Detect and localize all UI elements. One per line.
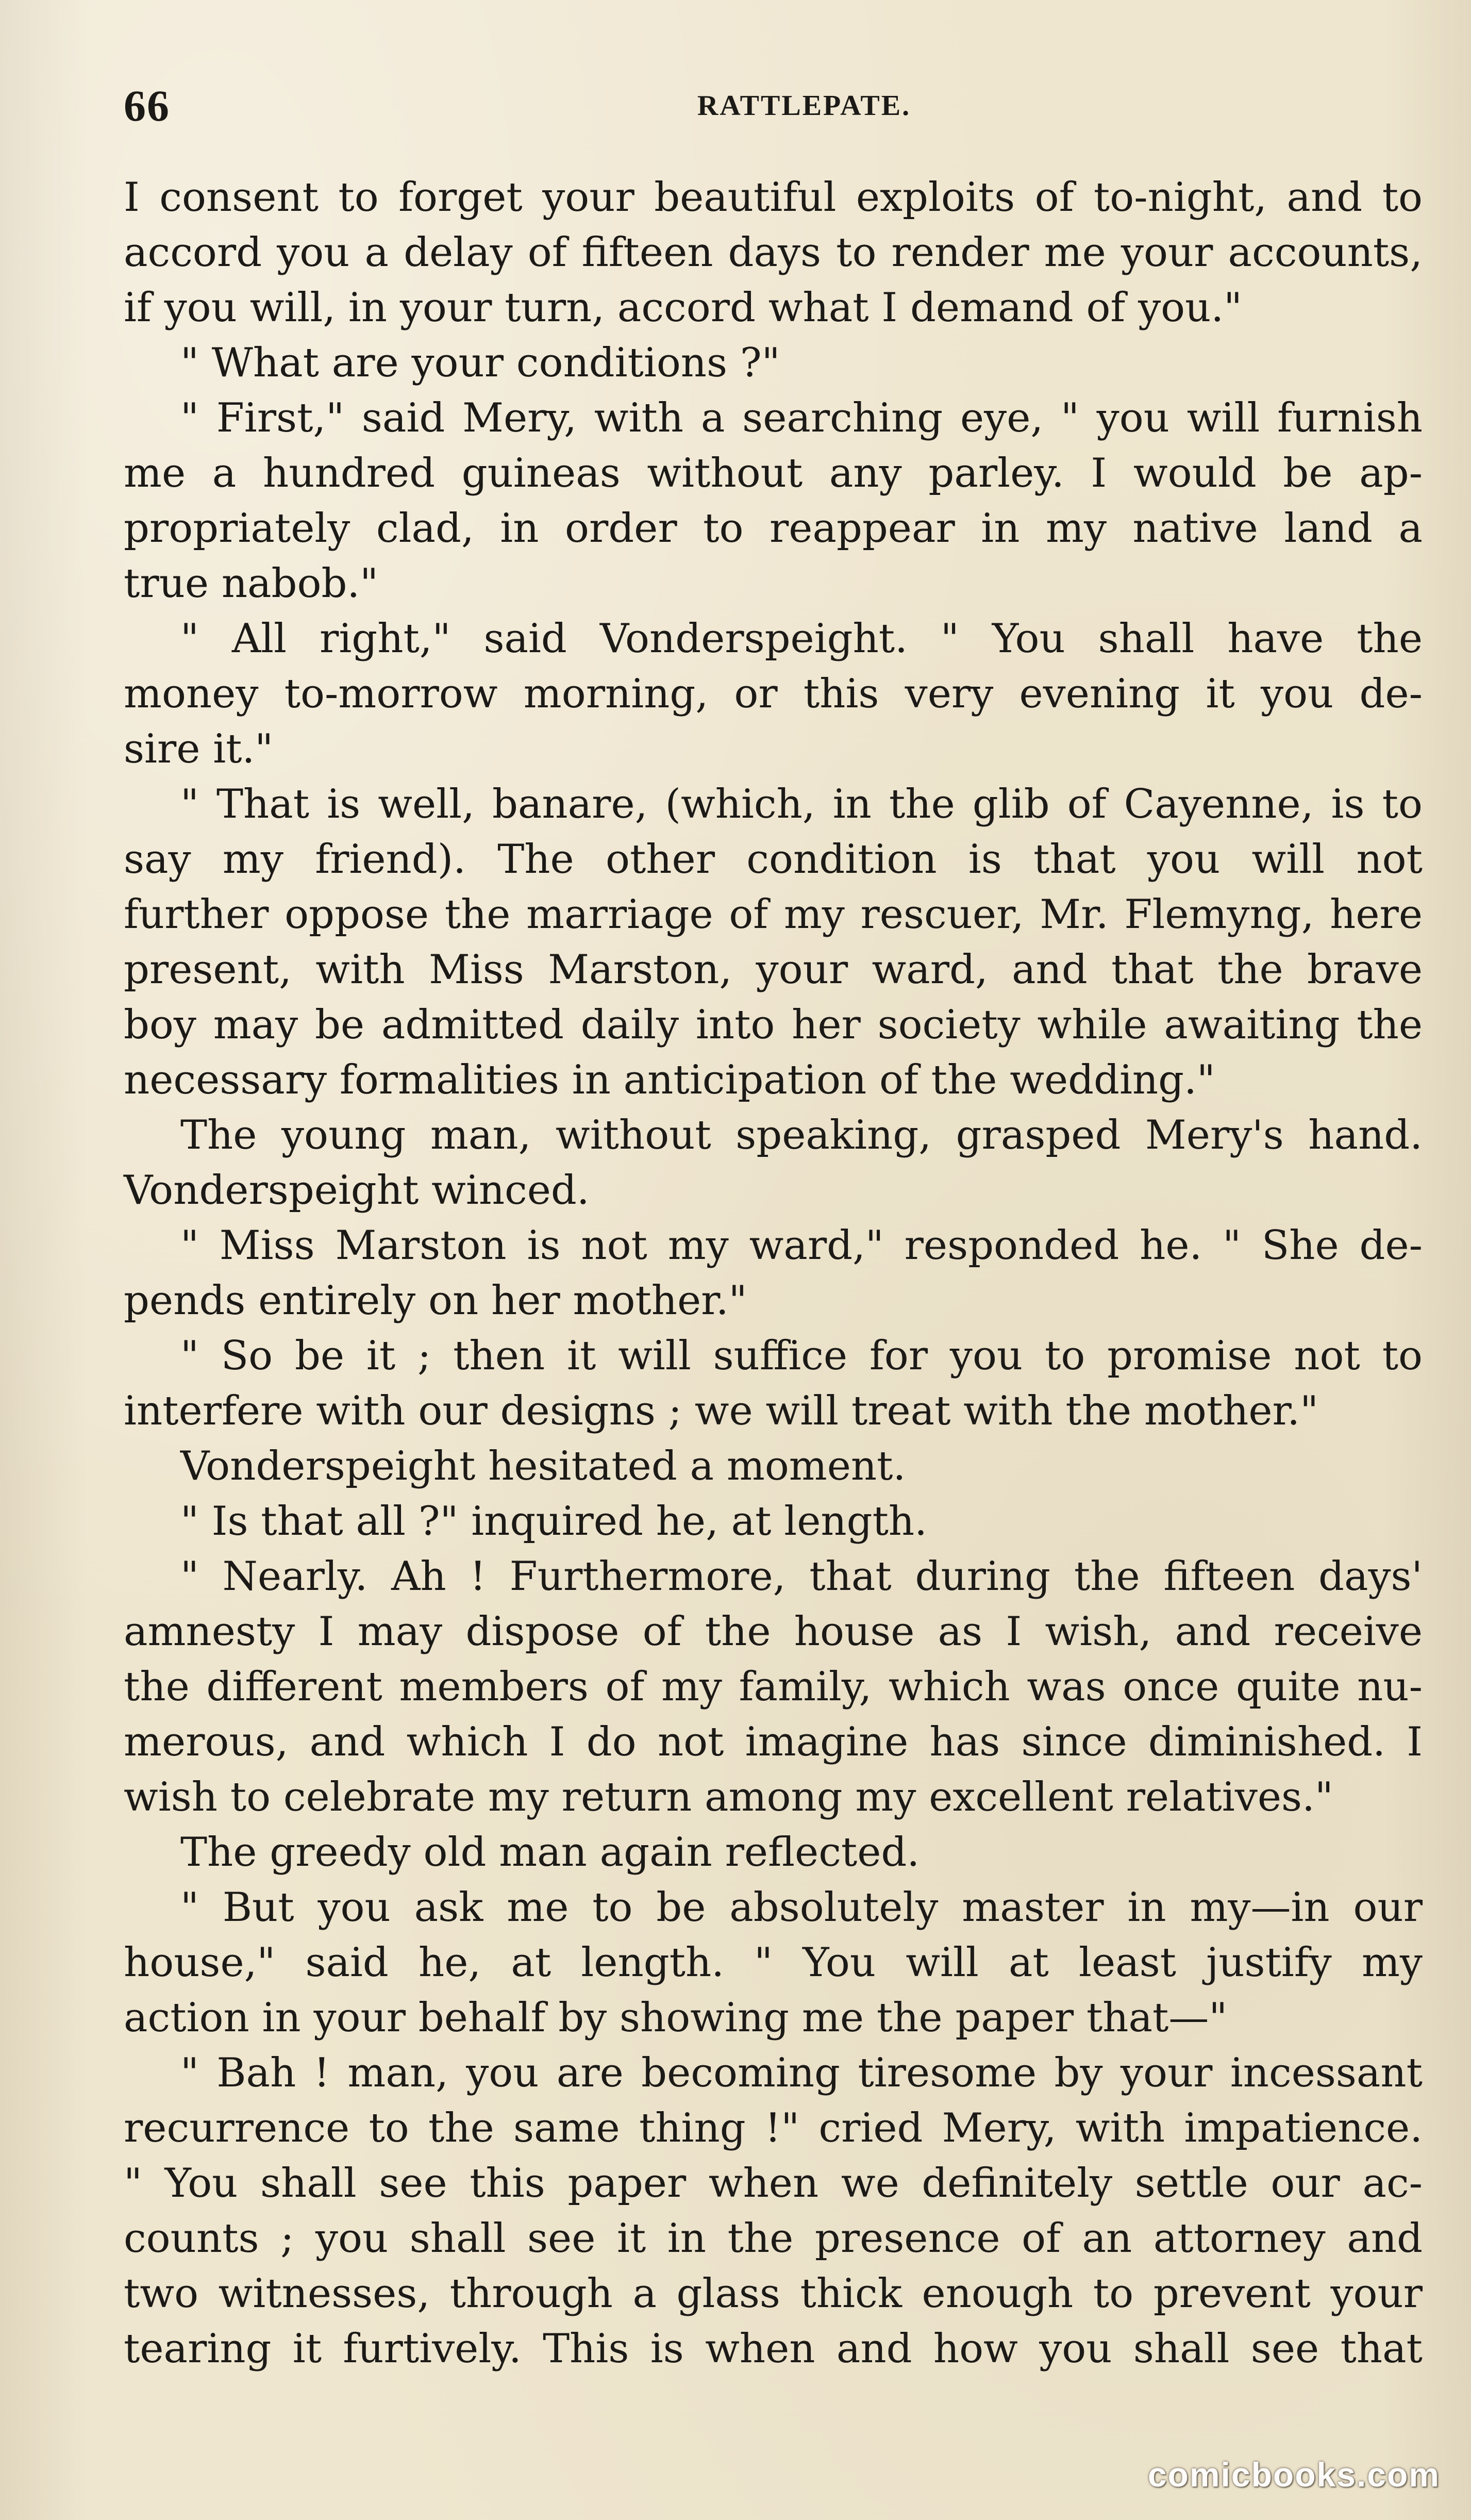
text-line: present, with Miss Marston, your ward, and that the brave xyxy=(124,947,1423,993)
page-number: 66 xyxy=(124,81,170,130)
text-line: the different members of my family, which was once quite nu- xyxy=(124,1664,1423,1710)
text-line: " What are your conditions ?" xyxy=(180,340,780,386)
text-line: " Bah ! man, you are becoming tiresome by your incessant xyxy=(180,2050,1423,2096)
text-line: if you will, in your turn, accord what I demand of you." xyxy=(124,285,1243,331)
text-line: true nabob." xyxy=(124,560,379,607)
text-line: " Miss Marston is not my ward," responded he. " She de- xyxy=(180,1222,1423,1269)
text-line: " All right," said Vonderspeight. " You shall have the xyxy=(180,616,1423,662)
text-line: sire it." xyxy=(124,726,274,772)
text-line: action in your behalf by showing me the paper that—" xyxy=(124,1995,1228,2041)
text-line: amnesty I may dispose of the house as I wish, and receive xyxy=(124,1609,1423,1655)
text-line: house," said he, at length. " You will at least justify my xyxy=(124,1939,1423,1986)
text-line: pends entirely on her mother." xyxy=(124,1278,747,1324)
text-line: say my friend). The other condition is that you will not xyxy=(124,836,1423,883)
text-line: " That is well, banare, (which, in the glib of Cayenne, is to xyxy=(180,781,1423,827)
text-line: money to-morrow morning, or this very evening it you de- xyxy=(124,671,1423,717)
text-line: propriately clad, in order to reappear in my native land a xyxy=(124,505,1423,552)
text-line: " Nearly. Ah ! Furthermore, that during the fifteen days' xyxy=(180,1553,1423,1600)
text-line: Vonderspeight winced. xyxy=(124,1167,590,1214)
text-line: recurrence to the same thing !" cried Mery, with impatience. xyxy=(124,2105,1423,2151)
watermark-logo: comicbooks.com xyxy=(1147,2456,1440,2494)
text-line: necessary formalities in anticipation of the wedding." xyxy=(124,1057,1215,1103)
text-line: interfere with our designs ; we will treat with the mother." xyxy=(124,1388,1318,1434)
text-line: Vonderspeight hesitated a moment. xyxy=(180,1443,906,1489)
text-line: tearing it furtively. This is when and how you shall see that xyxy=(124,2326,1423,2372)
text-line: further oppose the marriage of my rescuer, Mr. Flemyng, here xyxy=(124,891,1423,938)
text-line: " You shall see this paper when we definitely settle our ac- xyxy=(124,2160,1423,2207)
body-text xyxy=(124,170,1423,2377)
text-line: boy may be admitted daily into her society while awaiting the xyxy=(124,1002,1423,1048)
running-head xyxy=(124,72,1423,139)
text-line: The young man, without speaking, grasped Mery's hand. xyxy=(180,1112,1423,1158)
running-title: RATTLEPATE. xyxy=(697,90,911,122)
text-line: " So be it ; then it will suffice for you to promise not to xyxy=(180,1333,1423,1379)
text-line: " But you ask me to be absolutely master in my—in our xyxy=(180,1884,1423,1931)
text-line: merous, and which I do not imagine has since diminished. I xyxy=(124,1719,1423,1765)
text-line: accord you a delay of fifteen days to render me your accounts, xyxy=(124,229,1423,276)
text-line: me a hundred guineas without any parley. I would be ap- xyxy=(124,450,1423,496)
text-line: two witnesses, through a glass thick enough to prevent your xyxy=(124,2270,1423,2317)
text-line: wish to celebrate my return among my excellent relatives." xyxy=(124,1774,1333,1820)
text-line: The greedy old man again reflected. xyxy=(180,1829,920,1876)
text-line: " Is that all ?" inquired he, at length. xyxy=(180,1498,927,1545)
text-line: I consent to forget your beautiful exploits of to-night, and to xyxy=(124,174,1423,221)
text-line: counts ; you shall see it in the presence of an attorney and xyxy=(124,2215,1423,2262)
text-line: " First," said Mery, with a searching eye, " you will furnish xyxy=(180,395,1423,441)
